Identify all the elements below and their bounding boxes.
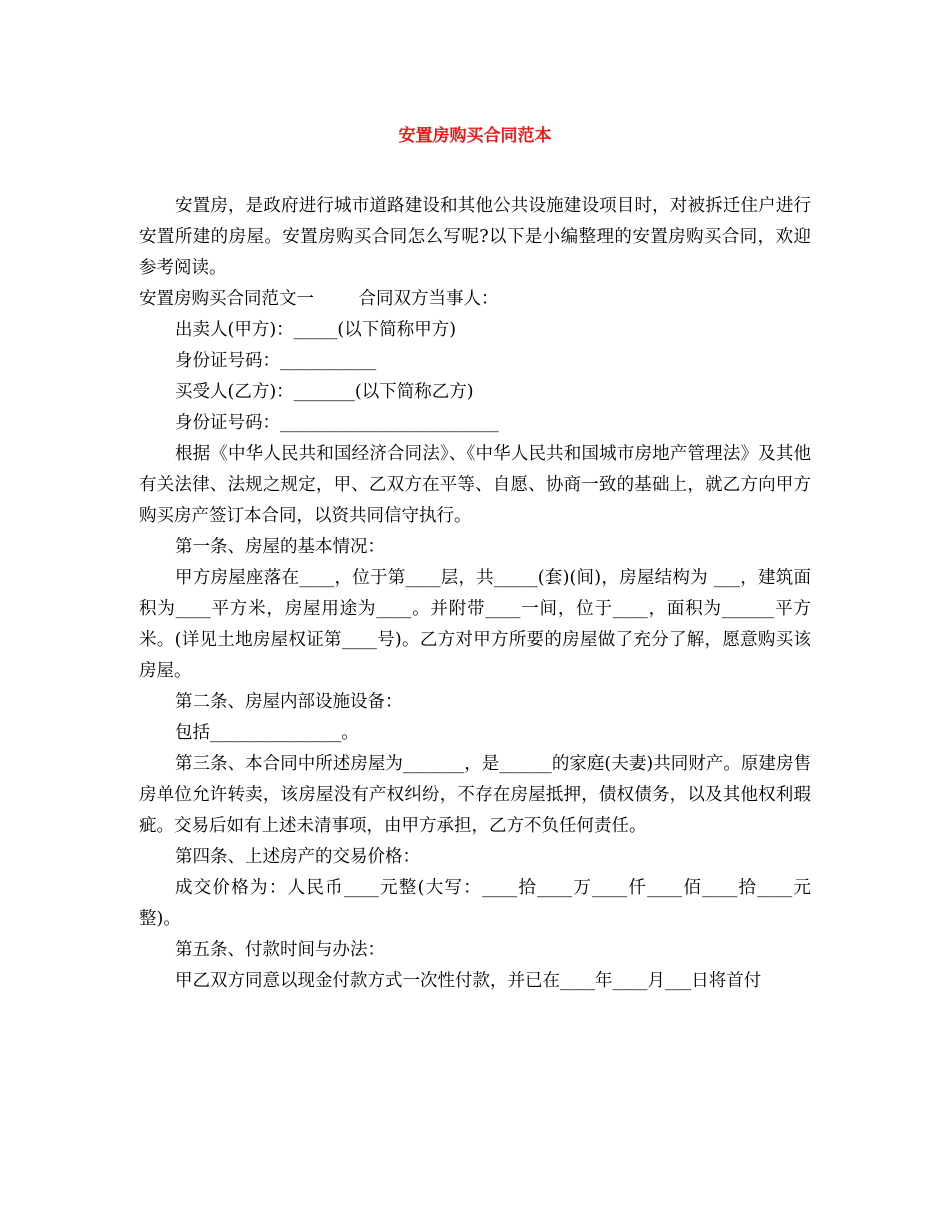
- article-1-paragraph: 甲方房屋座落在____，位于第____层，共_____(套)(间)，房屋结构为 ___，建筑面积为____平方米，房屋用途为____。并附带____一间，位于____，面积为______平方米。(详见土地房屋权证第____号)。乙方对甲方所要的房屋做了充分了解，愿意购买该房屋。: [139, 568, 811, 681]
- contract-parties-heading: 安置房购买合同范文一 合同双方当事人：: [139, 289, 499, 309]
- buyer-line: 买受人(乙方)：_______(以下简称乙方): [175, 382, 474, 402]
- article-5-heading: 第五条、付款时间与办法：: [175, 940, 385, 960]
- seller-id-line: 身份证号码：___________: [175, 351, 377, 371]
- seller-line: 出卖人(甲方)：_____(以下简称甲方): [175, 320, 457, 340]
- article-5-paragraph: 甲乙双方同意以现金付款方式一次性付款，并已在____年____月___日将首付: [175, 971, 762, 991]
- article-3-paragraph: 第三条、本合同中所述房屋为_______，是______的家庭(夫妻)共同财产。原建房售房单位允许转卖，该房屋没有产权纠纷，不存在房屋抵押，债权债务，以及其他权利瑕疵。交易后如有上述未清事项，由甲方承担，乙方不负任何责任。: [139, 754, 811, 836]
- buyer-id-line: 身份证号码：_________________________: [175, 413, 499, 433]
- article-4-heading: 第四条、上述房产的交易价格：: [175, 847, 420, 867]
- article-2-heading: 第二条、房屋内部设施设备：: [175, 692, 403, 712]
- article-4-paragraph: 成交价格为：人民币____元整(大写：____拾____万____仟____佰____拾____元整)。: [139, 878, 811, 929]
- intro-paragraph: 安置房，是政府进行城市道路建设和其他公共设施建设项目时，对被拆迁住户进行安置所建的房屋。安置房购买合同怎么写呢?以下是小编整理的安置房购买合同，欢迎参考阅读。: [139, 196, 811, 278]
- document-title: 安置房购买合同范本: [398, 126, 552, 146]
- document-body: [139, 191, 811, 997]
- article-2-paragraph: 包括_______________。: [175, 723, 359, 743]
- legal-basis-paragraph: 根据《中华人民共和国经济合同法》、《中华人民共和国城市房地产管理法》及其他有关法律、法规之规定，甲、乙双方在平等、自愿、协商一致的基础上，就乙方向甲方购买房产签订本合同，以资共同信守执行。: [139, 444, 811, 526]
- article-1-heading: 第一条、房屋的基本情况：: [175, 537, 385, 557]
